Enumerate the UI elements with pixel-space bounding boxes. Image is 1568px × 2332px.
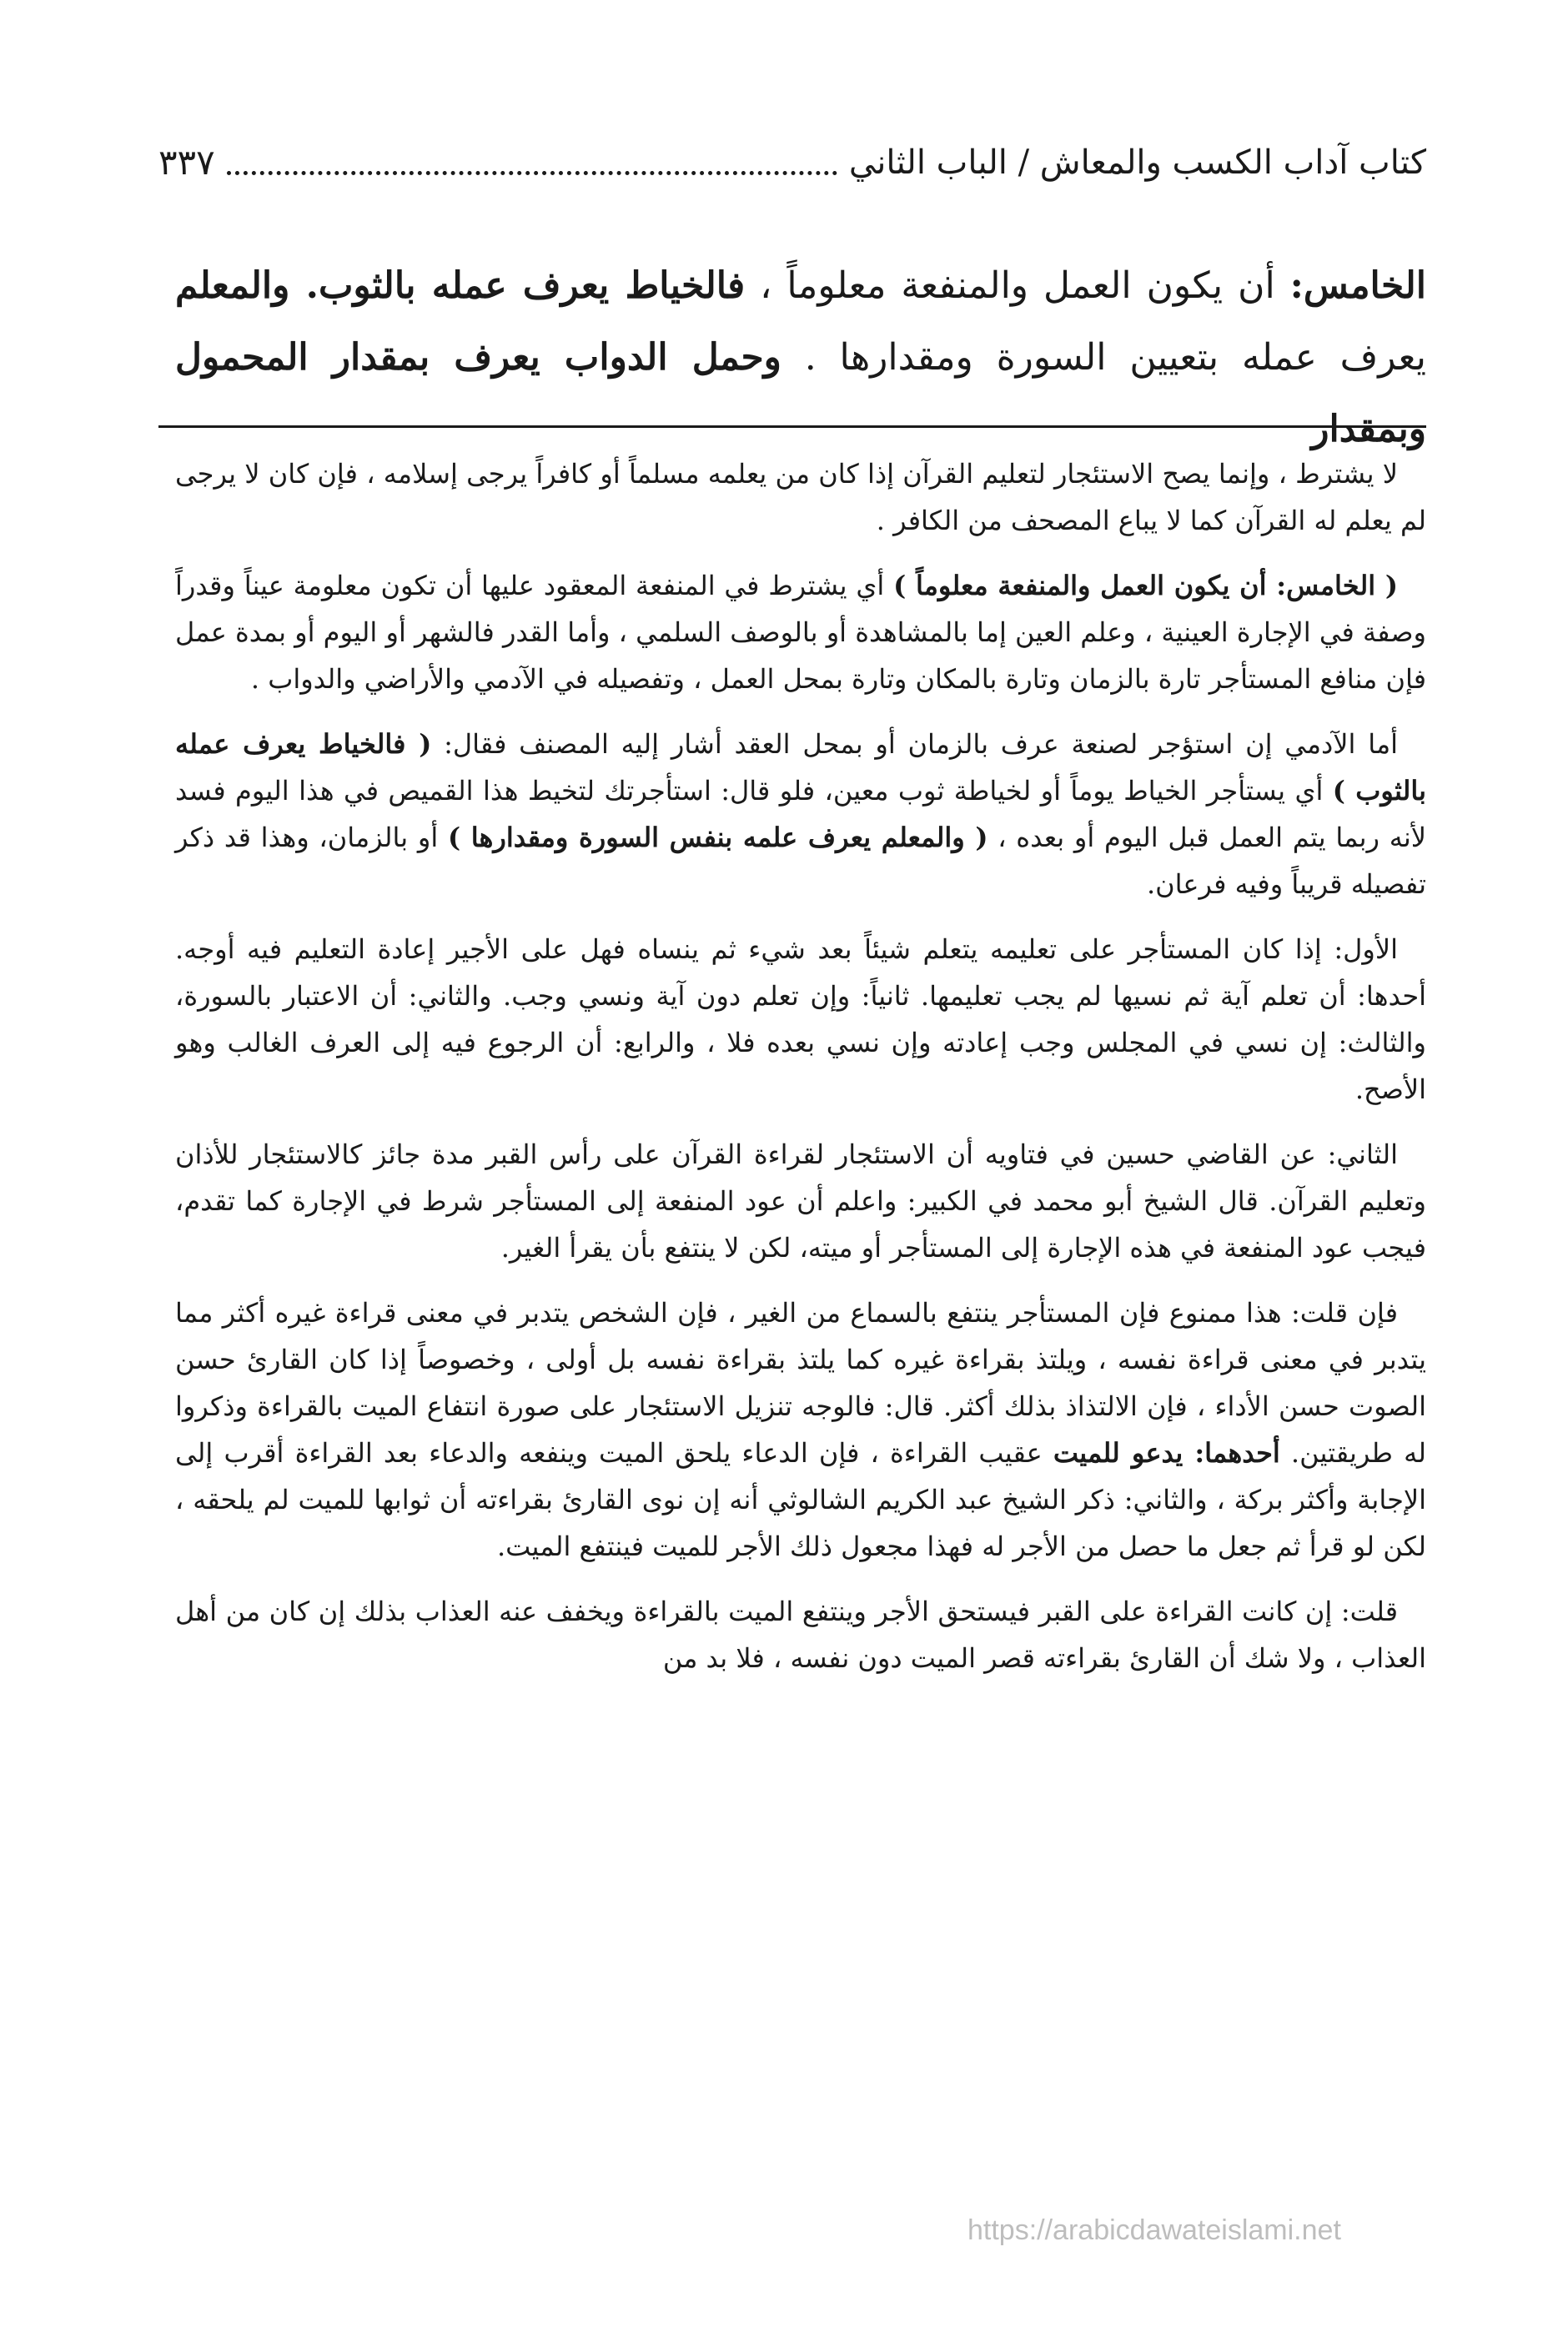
commentary-text: أي يشترط في المنفعة المعقود عليها أن تكون معلومة عيناً وقدراً وصفة في الإجارة العينية ، وعلم العين إما بالمشاهدة أو بالوصف السلمي ، وأما القدر فالشهر أو اليوم أو بمدة عمل فإن منافع المستأجر تارة بالزمان وتارة بالمكان وتارة بمحل العمل ، وتفصيله في الآدمي والأراضي والدواب . bbox=[175, 570, 1426, 695]
main-text bbox=[175, 250, 1426, 465]
main-bold-1: فالخياط يعرف عمله بالثوب. والمعلم bbox=[175, 264, 746, 307]
header-dot-leader bbox=[227, 171, 837, 175]
page-number: ٣٣٧ bbox=[158, 142, 215, 183]
main-lead: الخامس: bbox=[1289, 264, 1426, 307]
commentary-paragraph-7: قلت: إن كانت القراءة على القبر فيستحق الأجر وينتفع الميت بالقراءة ويخفف عنه العذاب بذلك إن كان من أهل العذاب ، ولا شك أن القارئ بقراءته قصر الميت دون نفسه ، فلا بد من bbox=[175, 1596, 1426, 1674]
commentary-text: أما الآدمي إن استؤجر لصنعة عرف بالزمان أو بمحل العقد أشار إليه المصنف فقال: bbox=[431, 728, 1399, 760]
main-bold-2: وحمل الدواب يعرف بمقدار المحمول وبمقدار bbox=[175, 336, 1426, 450]
commentary-text: عقيب القراءة ، فإن الدعاء يلحق الميت وينفعه والدعاء بعد القراءة أقرب إلى الإجابة وأكثر بركة ، والثاني: ذكر الشيخ عبد الكريم الشالوثي أنه إن نوى القارئ بقراءته أن ثوابها للميت لم يلحقه ، لكن لو قرأ ثم جعل ما حصل من الأجر له فهذا مجعول ذلك الأجر للميت فينتفع الميت. bbox=[175, 1437, 1426, 1562]
commentary-quote: ( والمعلم يعرف علمه بنفس السورة ومقدارها ) bbox=[447, 822, 988, 853]
main-text-1: أن يكون العمل والمنفعة معلوماً ، bbox=[745, 264, 1290, 307]
commentary-quote: ( فالخياط يعرف عمله بالثوب ) bbox=[175, 728, 1427, 807]
commentary-paragraph-4: الأول: إذا كان المستأجر على تعليمه يتعلم شيئاً بعد شيء ثم ينساه فهل على الأجير إعادة التعليم فيه أوجه. أحدها: أن تعلم آية ثم نسيها لم يجب تعليمها. ثانياً: وإن تعلم دون آية ونسي وجب. والثاني: أن الاعتبار بالسورة، والثالث: إن نسي في المجلس وجب إعادته وإن نسي بعده فلا ، والرابع: أن الرجوع فيه إلى العرف الغالب وهو الأصح. bbox=[175, 933, 1427, 1105]
commentary-text: أو بالزمان، وهذا قد ذكر تفصيله قريباً وفيه فرعان. bbox=[175, 822, 1426, 900]
commentary-paragraph-6 bbox=[175, 1289, 1426, 1570]
header-title: كتاب آداب الكسب والمعاش / الباب الثاني bbox=[848, 143, 1426, 182]
commentary-bold: أحدهما: يدعو للميت bbox=[1053, 1437, 1280, 1469]
running-header bbox=[158, 133, 1426, 192]
commentary-paragraph-2 bbox=[175, 562, 1426, 702]
commentary-quote: ( الخامس: أن يكون العمل والمنفعة معلوماً ) bbox=[893, 570, 1399, 601]
commentary-text: أي يستأجر الخياط يوماً أو لخياطة ثوب معين، فلو قال: استأجرتك لتخيط هذا القميص في هذا اليوم فسد لأنه ربما يتم العمل قبل اليوم أو بعده ، bbox=[175, 775, 1426, 853]
commentary-paragraph-5: الثاني: عن القاضي حسين في فتاويه أن الاستئجار لقراءة القرآن على رأس القبر مدة جائز كالاستئجار للأذان وتعليم القرآن. قال الشيخ أبو محمد في الكبير: واعلم أن عود المنفعة إلى المستأجر شرط في الإجارة كما تقدم، فيجب عود المنفعة في هذه الإجارة إلى المستأجر أو ميته، لكن لا ينتفع بأن يقرأ الغير. bbox=[175, 1138, 1426, 1264]
commentary-paragraph-1: لا يشترط ، وإنما يصح الاستئجار لتعليم القرآن إذا كان من يعلمه مسلماً أو كافراً يرجى إسلامه ، فإن كان لا يرجى لم يعلم له القرآن كما لا يباع المصحف من الكافر . bbox=[175, 458, 1426, 536]
watermark-url: https://arabicdawateislami.net bbox=[967, 2214, 1341, 2246]
commentary-text: فإن قلت: هذا ممنوع فإن المستأجر ينتفع بالسماع من الغير ، فإن الشخص يتدبر في معنى قراءة غيره أكثر مما يتدبر في معنى قراءة نفسه ، ويلتذ بقراءة غيره كما يلتذ بقراءة نفسه بل أولى ، وخصوصاً إذا كان القارئ حسن الصوت حسن الأداء ، فإن الالتذاذ بذلك أكثر. قال: فالوجه تنزيل الاستئجار على صورة انتفاع الميت بالقراءة وذكروا له طريقتين. bbox=[175, 1297, 1427, 1469]
main-text-2: يعرف عمله بتعيين السورة ومقدارها . bbox=[781, 336, 1426, 379]
main-paragraph bbox=[175, 250, 1426, 465]
footnote-divider bbox=[158, 425, 1426, 428]
commentary-paragraph-3 bbox=[175, 721, 1426, 907]
commentary bbox=[175, 450, 1426, 1700]
